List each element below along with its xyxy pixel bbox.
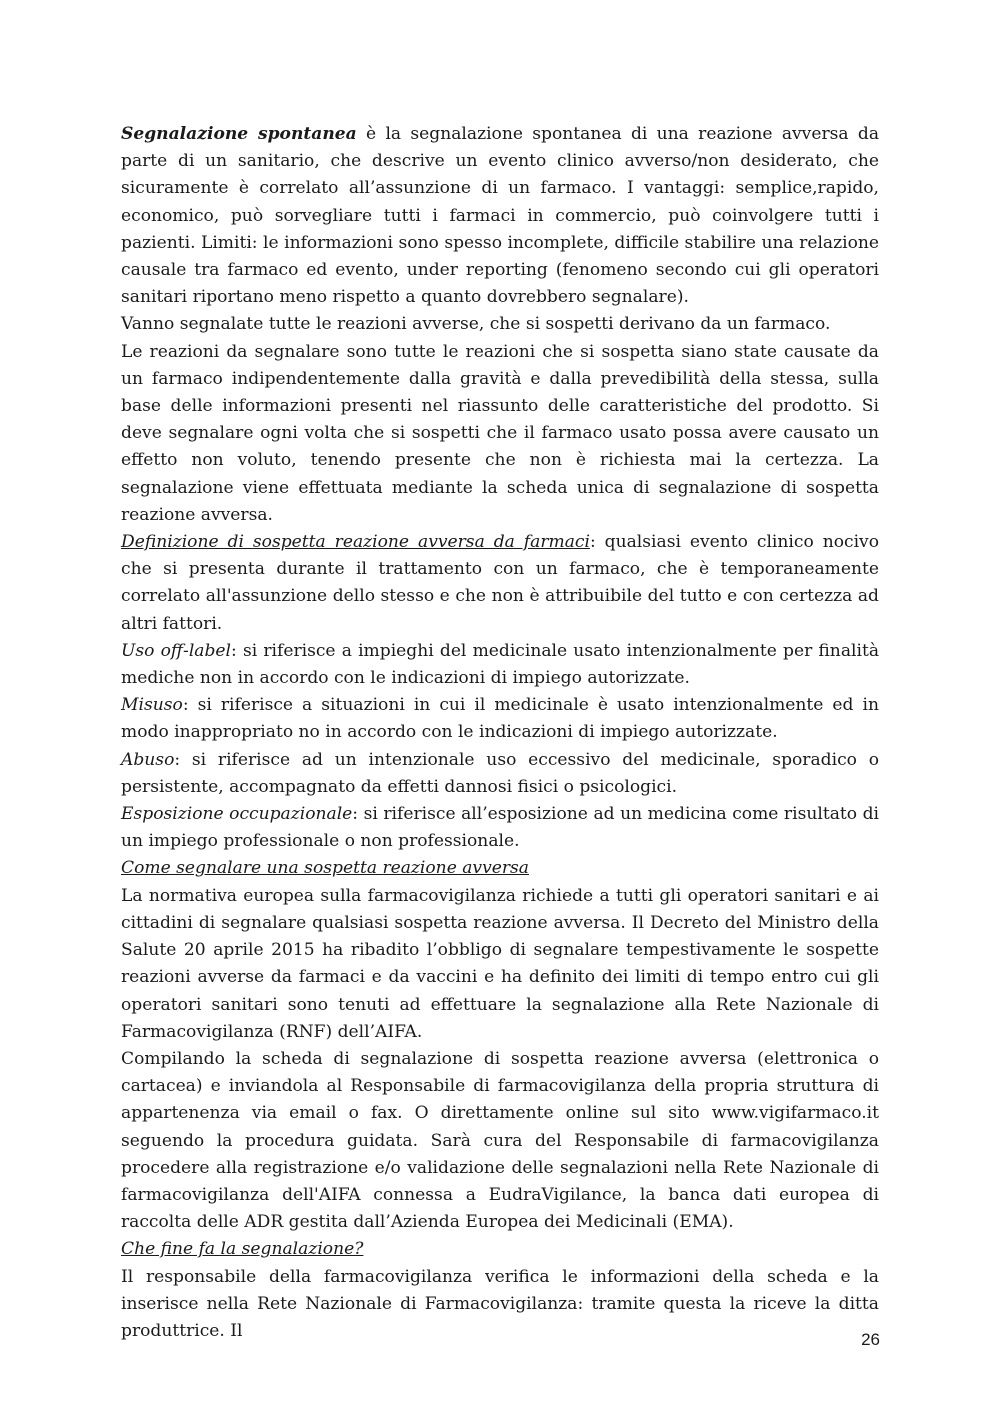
paragraph-text: : si riferisce all’esposizione ad un medicina come risultato di un impiego professionale o non professionale. [121,804,879,852]
paragraph-text: : si riferisce a situazioni in cui il medicinale è usato intenzionalmente ed in modo inappropriato no in accordo con le indicazioni di impiego autorizzate. [121,695,879,743]
paragraph-text: Vanno segnalate tutte le reazioni avverse, che si sospetti derivano da un farmaco. [121,314,831,335]
paragraph-esposizione [121,801,879,855]
paragraph-segnalazione-spontanea [121,121,879,311]
term-esposizione-occupazionale: Esposizione occupazionale [121,804,353,825]
paragraph-definizione [121,529,879,638]
section-heading-come-segnalare: Come segnalare una sospetta reazione avversa [121,858,529,879]
paragraph-text: Il responsabile della farmacovigilanza verifica le informazioni della scheda e la inserisce nella Rete Nazionale di Farmacovigilanza: tramite questa la riceve la ditta produttrice. Il [121,1266,879,1341]
term-segnalazione-spontanea: Segnalazione spontanea [121,124,357,144]
page-body [121,121,879,1345]
page-number: 26 [861,1330,880,1349]
paragraph-misuso [121,692,879,746]
term-misuso: Misuso [121,695,183,716]
term-uso-off-label: Uso off-label [121,640,232,661]
paragraph-uso-off-label [121,638,879,692]
term-definizione: Definizione di sospetta reazione avversa da farmaci [121,532,590,553]
section-heading-che-fine: Che fine fa la segnalazione? [121,1239,364,1260]
paragraph-text: Le reazioni da segnalare sono tutte le reazioni che si sospetta siano state causate da un farmaco indipendentemente dalla gravità e dalla prevedibilità della stessa, sulla base delle informazioni presenti nel riassunto delle caratteristiche del prodotto. Si deve segnalare ogni volta che si sospetti che il farmaco usato possa avere causato un effetto non voluto, tenendo presente che non è richiesta mai la certezza. La segnalazione viene effettuata mediante la scheda unica di segnalazione di sospetta reazione avversa. [121,341,879,525]
paragraph-text: Compilando la scheda di segnalazione di sospetta reazione avversa (elettronica o cartacea) e inviandola al Responsabile di farmacovigilanza della propria struttura di appartenenza via email o fax. O direttamente online sul sito www.vigifarmaco.it seguendo la procedura guidata. Sarà cura del Responsabile di farmacovigilanza procedere alla registrazione e/o validazione delle segnalazioni nella Rete Nazionale di farmacovigilanza dell'AIFA connessa a EudraVigilance, la banca dati europea di raccolta delle ADR gestita dall’Azienda Europea dei Medicinali (EMA). [121,1048,879,1233]
paragraph-text: : si riferisce ad un intenzionale uso eccessivo del medicinale, sporadico o persistente, accompagnato da effetti dannosi fisici o psicologici. [121,749,879,797]
term-abuso: Abuso [121,749,175,770]
paragraph-text: è la segnalazione spontanea di una reazione avversa da parte di un sanitario, che descrive un evento clinico avverso/non desiderato, che sicuramente è correlato all’assunzione di un farmaco. I vantaggi: semplice,rapido, economico, può sorvegliare tutti i farmaci in commercio, può coinvolgere tutti i pazienti. Limiti: le informazioni sono spesso incomplete, difficile stabilire una relazione causale tra farmaco ed evento, under reporting (fenomeno secondo cui gli operatori sanitari riportano meno rispetto a quanto dovrebbero segnalare). [121,124,880,308]
paragraph-text: : qualsiasi evento clinico nocivo che si presenta durante il trattamento con un farmaco, che è temporaneamente correlato all'assunzione dello stesso e che non è attribuibile del tutto e con certezza ad altri fattori. [121,532,879,634]
paragraph-text: : si riferisce a impieghi del medicinale usato intenzionalmente per finalità mediche non in accordo con le indicazioni di impiego autorizzate. [121,640,880,689]
paragraph-abuso [121,747,879,801]
paragraph-text: La normativa europea sulla farmacovigilanza richiede a tutti gli operatori sanitari e ai cittadini di segnalare qualsiasi sospetta reazione avversa. Il Decreto del Ministro della Salute 20 aprile 2015 ha ribadito l’obbligo di segnalare tempestivamente le sospette reazioni avverse da farmaci e da vaccini e ha definito dei limiti di tempo entro cui gli operatori sanitari sono tenuti ad effettuare la segnalazione alla Rete Nazionale di Farmacovigilanza (RNF) dell’AIFA. [121,885,879,1042]
